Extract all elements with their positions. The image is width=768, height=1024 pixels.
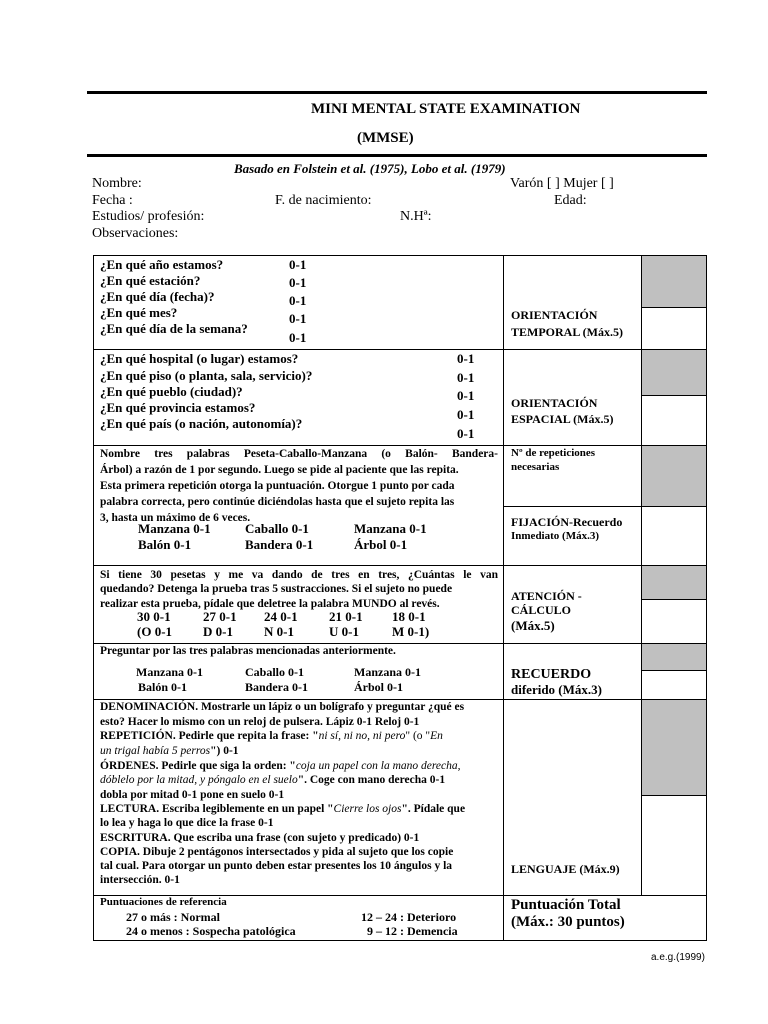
ordenes-phrase-2: dóblelo por la mitad, y póngalo en el suelo — [100, 774, 298, 786]
atencion-n4: 21 0-1 — [329, 609, 363, 624]
espacial-q5: ¿En qué país (o nación, autonomía)? — [100, 416, 303, 431]
lenguaje-line-10: ESCRITURA. Que escriba una frase (con sujeto y predicado) 0-1 — [100, 832, 420, 844]
espacial-q1: ¿En qué hospital (o lugar) estamos? — [100, 351, 299, 366]
referencia-sospecha: 24 o menos : Sospecha patológica — [126, 924, 296, 938]
recuerdo-word-manzana: Manzana 0-1 — [136, 665, 203, 679]
nh-label: N.Hª: — [400, 209, 432, 224]
header-rule — [87, 154, 707, 157]
atencion-line-1: Si tiene 30 pesetas y me va dando de tres en tres, ¿Cuántas le van — [100, 569, 498, 581]
lectura-phrase: Cierre los ojos — [333, 803, 402, 815]
score-box-fijacion-shaded — [642, 446, 706, 506]
sexo-field: Varón [ ] Mujer [ ] — [510, 176, 614, 191]
score-box-temporal-shaded — [642, 256, 706, 307]
atencion-l4: U 0-1 — [329, 624, 359, 639]
lenguaje-line-9: lo lea y haga lo que dice la frase 0-1 — [100, 817, 274, 829]
edad-label: Edad: — [554, 193, 587, 208]
fijacion-line-3: Esta primera repetición otorga la puntuación. Otorgue 1 punto por cada — [100, 480, 455, 492]
score-sep — [641, 795, 707, 796]
espacial-label-2: ESPACIAL (Máx.5) — [511, 412, 614, 426]
lectura-text-2: ". Pídale que — [401, 803, 466, 815]
espacial-score-2: 0-1 — [457, 370, 475, 385]
score-sep — [641, 599, 707, 600]
lenguaje-line-1: DENOMINACIÓN. Mostrarle un lápiz o un bolígrafo y preguntar ¿qué es — [100, 701, 465, 713]
score-box-lenguaje-shaded — [642, 700, 706, 795]
lenguaje-line-2: esto? Hacer lo mismo con un reloj de pulsera. Lápiz 0-1 Reloj 0-1 — [100, 716, 420, 728]
fijacion-line-5: 3, hasta un máximo de 6 veces. — [100, 512, 251, 524]
fijacion-label-2: Inmediato (Máx.3) — [511, 530, 599, 542]
referencia-demencia: 9 – 12 : Demencia — [367, 924, 458, 938]
estudios-label: Estudios/ profesión: — [92, 209, 205, 224]
footer-credit: a.e.g.(1999) — [651, 952, 705, 963]
temporal-label-1: ORIENTACIÓN — [511, 308, 598, 322]
recuerdo-label-2: diferido (Máx.3) — [511, 682, 602, 697]
col-divider-1 — [503, 255, 504, 941]
nacimiento-label: F. de nacimiento: — [275, 193, 372, 208]
repeticion-score: ") 0-1 — [210, 745, 239, 757]
atencion-l1: (O 0-1 — [137, 624, 173, 639]
lenguaje-line-4 — [100, 743, 239, 759]
score-box-espacial-shaded — [642, 350, 706, 395]
lenguaje-line-13: intersección. 0-1 — [100, 874, 180, 886]
lenguaje-line-7: dobla por mitad 0-1 pone en suelo 0-1 — [100, 789, 285, 801]
lenguaje-line-12: tal cual. Para otorgar un punto deben estar presentes los 10 ángulos y la — [100, 860, 453, 872]
score-sep — [641, 506, 707, 507]
referencia-title: Puntuaciones de referencia — [100, 896, 227, 908]
repeticion-text: REPETICIÓN. Pedirle que repita la frase: " — [100, 730, 319, 742]
atencion-n1: 30 0-1 — [137, 609, 171, 624]
repeticion-alt-open: " (o " — [405, 730, 431, 742]
total-label-2: (Máx.: 30 puntos) — [511, 914, 625, 930]
temporal-score-3: 0-1 — [289, 293, 307, 308]
recuerdo-word-balon: Balón 0-1 — [138, 680, 188, 694]
total-label-1: Puntuación Total — [511, 897, 621, 913]
fijacion-line-1: Nombre tres palabras Peseta-Caballo-Manzana (o Balón- Bandera- — [100, 448, 498, 460]
repeticion-alt-start: En — [430, 730, 443, 742]
temporal-score-5: 0-1 — [289, 330, 307, 345]
temporal-score-4: 0-1 — [289, 311, 307, 326]
atencion-l3: N 0-1 — [264, 624, 294, 639]
fijacion-reps-1: Nº de repeticiones — [511, 447, 596, 459]
fijacion-reps-2: necesarias — [511, 461, 560, 473]
temporal-q1: ¿En qué año estamos? — [100, 257, 224, 272]
temporal-q5: ¿En qué día de la semana? — [100, 321, 248, 336]
repeticion-alt-phrase: un trigal había 5 perros — [100, 745, 211, 757]
fecha-label: Fecha : — [92, 193, 133, 208]
nombre-label: Nombre: — [92, 176, 142, 191]
score-box-recuerdo-shaded — [642, 644, 706, 670]
atencion-l5: M 0-1) — [392, 624, 430, 639]
score-sep — [641, 670, 707, 671]
recuerdo-word-manzana-2: Manzana 0-1 — [354, 665, 421, 679]
temporal-label-2: TEMPORAL (Máx.5) — [511, 325, 623, 339]
atencion-label-1: ATENCIÓN - — [511, 589, 582, 603]
atencion-n5: 18 0-1 — [392, 609, 426, 624]
espacial-score-5: 0-1 — [457, 426, 475, 441]
section-rule — [93, 565, 707, 566]
temporal-score-1: 0-1 — [289, 257, 307, 272]
fijacion-line-2: Árbol) a razón de 1 por segundo. Luego se pide al paciente que las repita. — [100, 464, 459, 476]
ordenes-text: ÓRDENES. Pedirle que siga la orden: " — [100, 760, 296, 772]
temporal-q3: ¿En qué día (fecha)? — [100, 289, 215, 304]
recuerdo-label-1: RECUERDO — [511, 667, 592, 682]
lenguaje-line-6 — [100, 772, 445, 788]
referencia-deterioro: 12 – 24 : Deterioro — [361, 910, 457, 924]
espacial-q2: ¿En qué piso (o planta, sala, servicio)? — [100, 368, 313, 383]
fijacion-word-caballo: Caballo 0-1 — [245, 521, 309, 536]
fijacion-label-1: FIJACIÓN-Recuerdo — [511, 515, 623, 529]
atencion-n2: 27 0-1 — [203, 609, 237, 624]
atencion-line-3: realizar esta prueba, pídale que deletree la palabra MUNDO al revés. — [100, 598, 440, 610]
fijacion-word-balon: Balón 0-1 — [138, 537, 192, 552]
recuerdo-word-arbol: Árbol 0-1 — [354, 680, 403, 694]
page-title: MINI MENTAL STATE EXAMINATION — [311, 101, 581, 117]
temporal-q4: ¿En qué mes? — [100, 305, 178, 320]
repeticion-phrase: ni sí, ni no, ni pero — [318, 730, 406, 742]
atencion-n3: 24 0-1 — [264, 609, 298, 624]
atencion-line-2: quedando? Detenga la prueba tras 5 sustracciones. Si el sujeto no puede — [100, 583, 453, 595]
fijacion-word-arbol: Árbol 0-1 — [354, 537, 408, 552]
espacial-label-1: ORIENTACIÓN — [511, 396, 598, 410]
score-box-atencion-shaded — [642, 566, 706, 599]
espacial-score-4: 0-1 — [457, 407, 475, 422]
espacial-q4: ¿En qué provincia estamos? — [100, 400, 256, 415]
score-sep — [641, 395, 707, 396]
ordenes-phrase: coja un papel con la mano derecha, — [295, 760, 461, 772]
espacial-score-1: 0-1 — [457, 351, 475, 366]
lenguaje-line-11: COPIA. Dibuje 2 pentágonos intersectados y pida al sujeto que los copie — [100, 846, 454, 858]
lenguaje-label: LENGUAJE (Máx.9) — [511, 862, 620, 876]
recuerdo-instruction: Preguntar por las tres palabras mencionadas anteriormente. — [100, 645, 396, 657]
lenguaje-line-3 — [100, 728, 443, 744]
page-subtitle: (MMSE) — [357, 130, 414, 146]
fijacion-word-manzana: Manzana 0-1 — [138, 521, 211, 536]
top-rule — [87, 91, 707, 94]
atencion-l2: D 0-1 — [203, 624, 233, 639]
recuerdo-word-caballo: Caballo 0-1 — [245, 665, 305, 679]
atencion-label-3: (Máx.5) — [511, 618, 555, 633]
recuerdo-word-bandera: Bandera 0-1 — [245, 680, 308, 694]
espacial-score-3: 0-1 — [457, 388, 475, 403]
atencion-label-2: CÁLCULO — [511, 603, 572, 617]
section-rule — [93, 349, 707, 350]
temporal-score-2: 0-1 — [289, 275, 307, 290]
based-on: Basado en Folstein et al. (1975), Lobo et al. (1979) — [234, 161, 506, 176]
ordenes-score: ". Coge con mano derecha 0-1 — [297, 774, 446, 786]
fijacion-reps-rule — [503, 506, 641, 507]
observaciones-label: Observaciones: — [92, 226, 179, 241]
lectura-text: LECTURA. Escriba legiblemente en un papel " — [100, 803, 334, 815]
fijacion-line-4: palabra correcta, pero continúe diciéndolas hasta que el sujeto repita las — [100, 496, 455, 508]
temporal-q2: ¿En qué estación? — [100, 273, 201, 288]
fijacion-word-manzana-2: Manzana 0-1 — [354, 521, 427, 536]
espacial-q3: ¿En qué pueblo (ciudad)? — [100, 384, 243, 399]
score-sep — [641, 307, 707, 308]
referencia-normal: 27 o más : Normal — [126, 910, 220, 924]
fijacion-word-bandera: Bandera 0-1 — [245, 537, 314, 552]
